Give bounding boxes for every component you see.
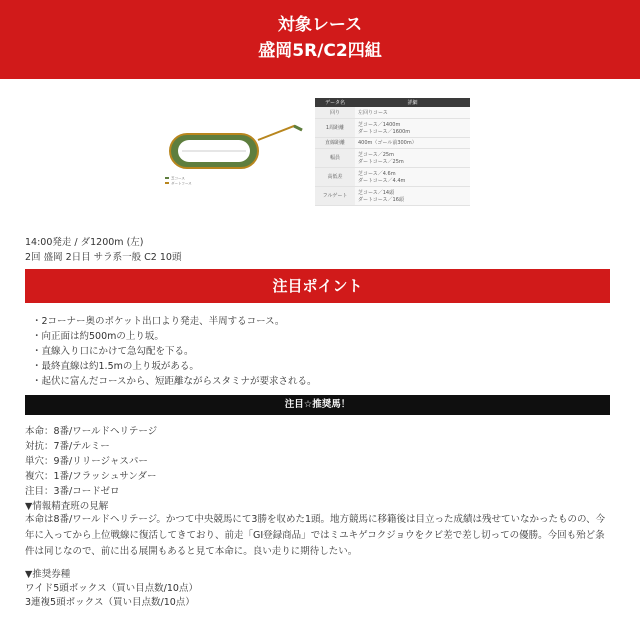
bets-heading: ▼推奨券種 [25,569,71,580]
table-value: 左回りコース [358,109,388,116]
point-item: ・最終直線は約1.5mの上り坂がある。 [32,361,199,372]
race-time-distance: 14:00発走 / ダ1200m (左) [25,237,144,248]
race-name: 盛岡5R/C2四組 [258,41,382,61]
point-item: ・2コーナー奥のポケット出口より発走、半周するコース。 [32,316,285,327]
legend-turf-swatch [165,177,169,179]
picks-banner: 注目☆推奨馬！ [25,395,610,415]
table-row [315,186,470,205]
pick-item: 対抗：7番/テルミー [25,441,110,452]
pick-item: 本命：8番/ワールドヘリテージ [25,426,158,437]
points-banner: 注目ポイント [25,269,610,303]
table-header-detail: 詳細 [355,98,470,107]
race-meeting-info: 2回 盛岡 2日目 サラ系一般 C2 10頭 [25,252,182,263]
table-key: 直線距離 [315,137,355,148]
table-value: 芝コース／14頭 [358,189,395,196]
legend-turf: 芝コース [171,176,185,181]
pick-item: 複穴：1番/フラッシュサンダー [25,471,157,482]
legend-dirt: ダートコース [171,181,192,186]
table-key: フルゲート [315,186,355,205]
table-header-row [315,98,470,107]
bet-item: 3連複5頭ボックス（買い目点数/10点） [25,597,195,608]
analysis-body: 本命は8番/ワールドヘリテージ。かつて中央競馬にて3勝を収めた1頭。地方競馬に移籍後は目立った成績は残せていなかったものの、今年に入ってから上位戦線に復活してきており、前走「GI登録商品」ではミユキゲコクジョウをクビ差で差し切っての優勝。今回も殆ど条件は同じなので、前に出る展開もあると見て本命に。良い走りに期待したい。 [25,514,606,557]
course-data-table [315,98,470,206]
table-value: 芝コース／25m [358,151,394,158]
bet-item: ワイド5頭ボックス（買い目点数/10点） [25,583,198,594]
table-value: 400m（ゴール前300m） [358,140,417,146]
table-key: 回り [315,107,355,118]
table-row [315,118,470,137]
legend-dirt-swatch [165,182,169,184]
table-header-key: データ名 [315,98,355,107]
pick-item: 単穴：9番/リリージャスパー [25,456,148,467]
table-row [315,137,470,148]
race-header [0,0,640,79]
table-row [315,107,470,118]
table-value: ダートコース／16頭 [358,196,404,203]
table-key: 1周距離 [315,118,355,137]
course-chute-turf [294,126,302,130]
table-value: 芝コース／4.6m [358,170,396,177]
pick-item: 注目：3番/コードゼロ [25,486,120,497]
course-map [162,122,310,192]
table-row [315,167,470,186]
point-item: ・起伏に富んだコースから、短距離ながらスタミナが要求される。 [32,376,317,387]
analysis-heading: ▼情報精査班の見解 [25,501,109,512]
table-value: ダートコース／4.4m [358,177,406,184]
table-value: ダートコース／1600m [358,128,411,135]
table-key: 幅員 [315,148,355,167]
table-value: ダートコース／25m [358,158,404,165]
table-key: 高低差 [315,167,355,186]
point-item: ・直線入り口にかけて急勾配を下る。 [32,346,194,357]
point-item: ・向正面は約500mの上り坂。 [32,331,164,342]
table-value: 芝コース／1400m [358,121,401,128]
header-title: 対象レース [277,15,363,35]
table-row [315,148,470,167]
